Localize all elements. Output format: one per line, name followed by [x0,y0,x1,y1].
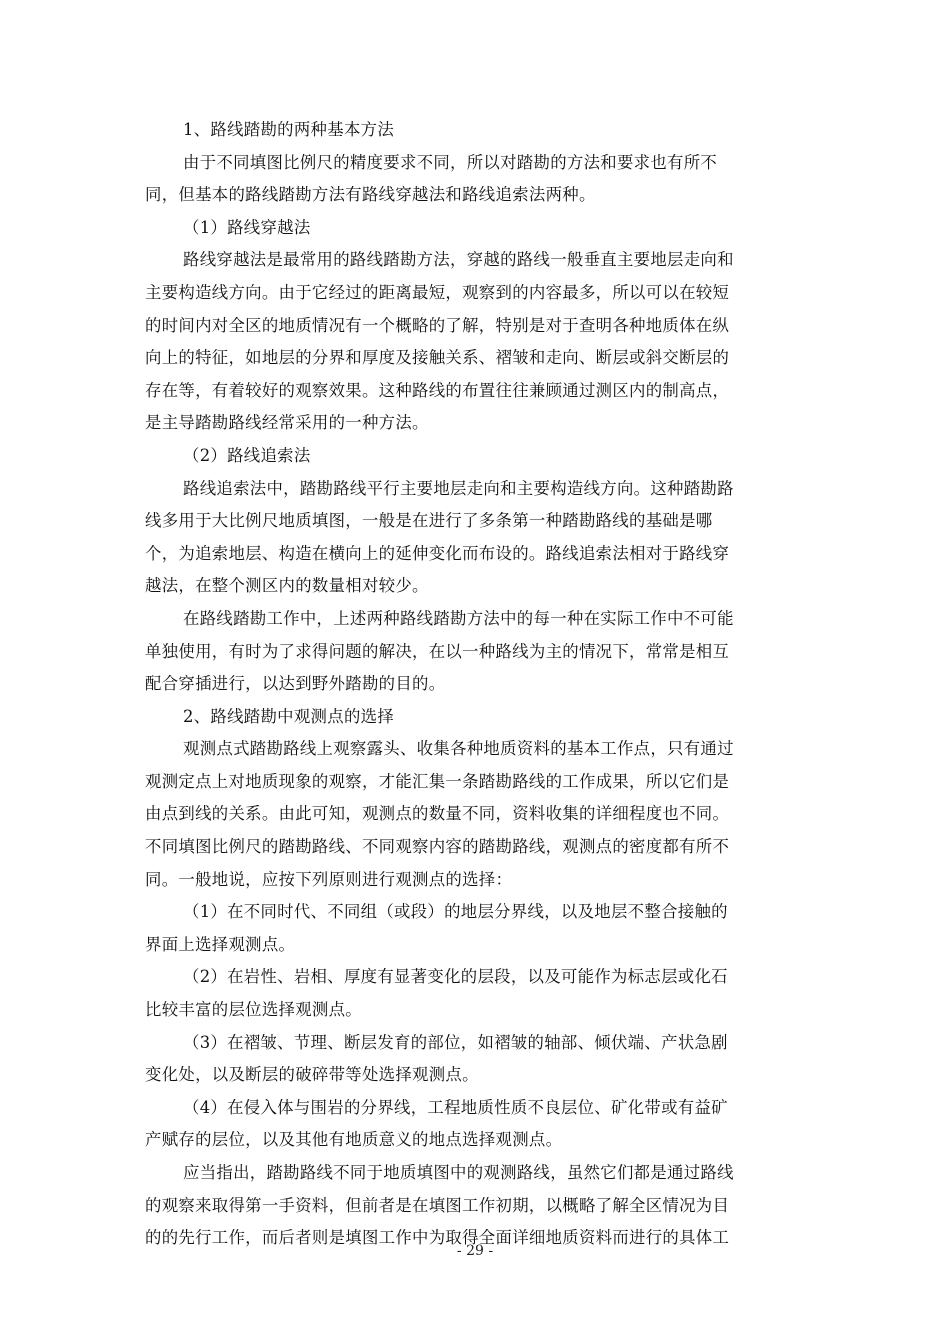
text-line: 是主导踏勘路线经常采用的一种方法。 [145,413,429,433]
text-line: 存在等，有着较好的观察效果。这种路线的布置往往兼顾通过测区内的制高点， [145,380,730,400]
text-line: 线多用于大比例尺地质填图，一般是在进行了多条第一种踏勘路线的基础是哪 [145,511,713,531]
text-line: 观测定点上对地质现象的观察，才能汇集一条踏勘路线的工作成果，所以它们是 [145,771,730,791]
text-line: 由点到线的关系。由此可知，观测点的数量不同，资料收集的详细程度也不同。 [145,804,730,824]
text-line: 观测点式踏勘路线上观察露头、收集各种地质资料的基本工作点，只有通过 [183,739,734,759]
text-line: 单独使用，有时为了求得问题的解决，在以一种路线为主的情况下，常常是相互 [145,641,730,661]
text-line: 比较丰富的层位选择观测点。 [145,1000,362,1020]
text-line: 同，但基本的路线踏勘方法有路线穿越法和路线追索法两种。 [145,185,596,205]
text-line: 路线追索法中，踏勘路线平行主要地层走向和主要构造线方向。这种踏勘路 [183,478,734,498]
body-text [145,114,810,1255]
text-line: 向上的特征，如地层的分界和厚度及接触关系、褶皱和走向、断层或斜交断层的 [145,348,730,368]
text-line: 不同填图比例尺的踏勘路线、不同观察内容的踏勘路线，观测点的密度都有所不 [145,837,730,857]
text-line: 2、路线踏勘中观测点的选择 [183,706,395,726]
text-line: （3）在褶皱、节理、断层发育的部位，如褶皱的轴部、倾伏端、产状急剧 [183,1032,728,1052]
page-number: - 29 - [456,1243,494,1259]
text-line: 变化处，以及断层的破碎带等处选择观测点。 [145,1065,479,1085]
text-line: 主要构造线方向。由于它经过的距离最短，观察到的内容最多，所以可以在较短 [145,282,730,302]
text-line: 的观察来取得第一手资料，但前者是在填图工作初期，以概略了解全区情况为目 [145,1195,730,1215]
text-line: （2）路线追索法 [183,445,311,465]
text-line: （4）在侵入体与围岩的分界线，工程地质性质不良层位、矿化带或有益矿 [183,1097,728,1117]
text-line: 路线穿越法是最常用的路线踏勘方法，穿越的路线一般垂直主要地层走向和 [183,250,734,270]
text-line: （1）路线穿越法 [183,217,311,237]
text-line: 应当指出，踏勘路线不同于地质填图中的观测路线，虽然它们都是通过路线 [183,1163,734,1182]
text-line: 个，为追索地层、构造在横向上的延伸变化而布设的。路线追索法相对于路线穿 [145,543,730,563]
text-line: 1、路线踏勘的两种基本方法 [183,120,395,139]
text-line: 越法，在整个测区内的数量相对较少。 [145,576,429,596]
text-line: 产赋存的层位，以及其他有地质意义的地点选择观测点。 [145,1130,563,1150]
text-line: 界面上选择观测点。 [145,934,296,954]
text-line: 由于不同填图比例尺的精度要求不同，所以对踏勘的方法和要求也有所不 [183,152,718,172]
text-line: 同。一般地说，应按下列原则进行观测点的选择： [145,869,513,889]
text-line: 配合穿插进行，以达到野外踏勘的目的。 [145,674,446,694]
text-line: 在路线踏勘工作中，上述两种路线踏勘方法中的每一种在实际工作中不可能 [183,608,734,628]
text-line: 的时间内对全区的地质情况有一个概略的了解，特别是对于查明各种地质体在纵 [145,315,730,335]
text-line: （2）在岩性、岩相、厚度有显著变化的层段，以及可能作为标志层或化石 [183,967,728,987]
text-line: 的的先行工作，而后者则是填图工作中为取得全面详细地质资料而进行的具体工 [145,1228,730,1248]
text-line: （1）在不同时代、不同组（或段）的地层分界线，以及地层不整合接触的 [183,902,728,922]
